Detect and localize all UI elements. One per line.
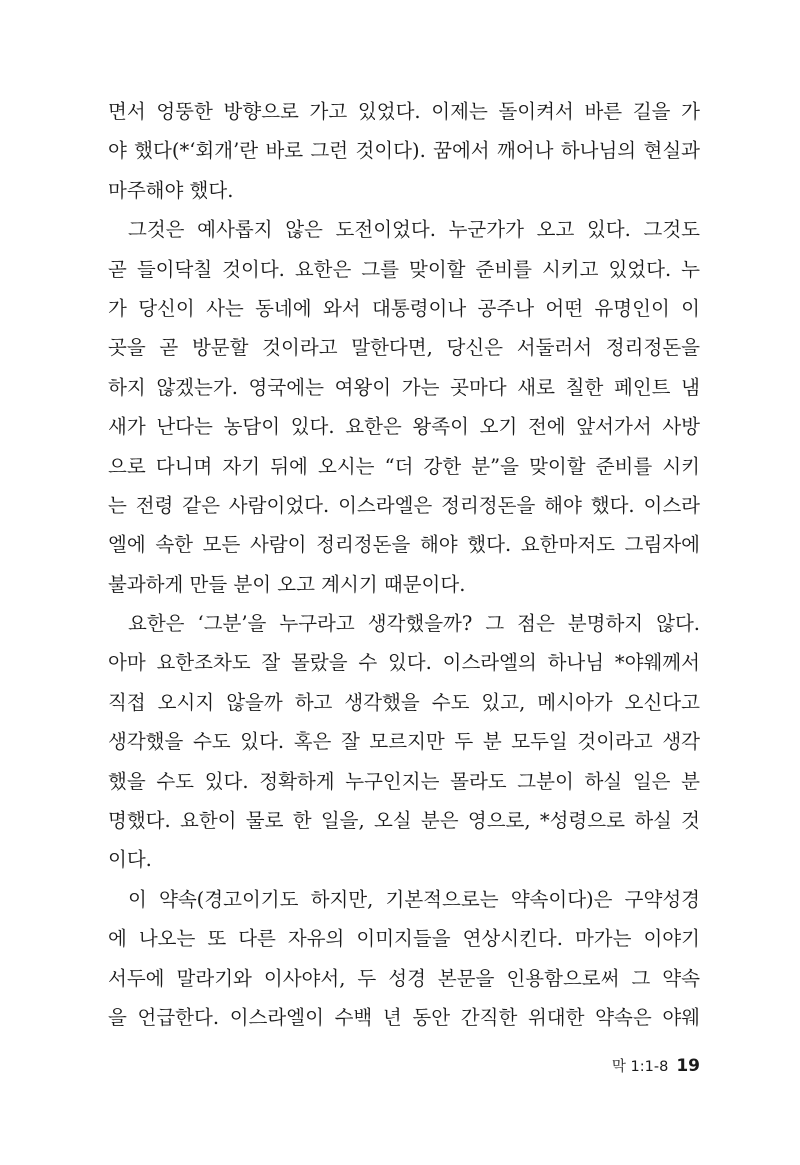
text-line: 직접 오시지 않을까 하고 생각했을 수도 있고, 메시아가 오신다고 [108,690,700,714]
text-line: 곧 들이닥칠 것이다. 요한은 그를 맞이할 준비를 시키고 있었다. 누 [108,257,700,281]
paragraph-4 [108,880,700,1038]
text-line: 가 당신이 사는 동네에 와서 대통령이나 공주나 어떤 유명인이 이 [108,296,700,320]
text-line: 불과하게 만들 분이 오고 계시기 때문이다. [108,572,466,596]
text-line: 는 전령 같은 사람이었다. 이스라엘은 정리정돈을 해야 했다. 이스라 [108,493,700,517]
paragraph-2 [108,210,700,604]
text-line: 했을 수도 있다. 정확하게 누구인지는 몰라도 그분이 하실 일은 분 [108,769,700,793]
text-line: 으로 다니며 자기 뒤에 오시는 “더 강한 분”을 맞이할 준비를 시키 [108,454,700,478]
body-text [108,92,700,1037]
text-line: 생각했을 수도 있다. 혹은 잘 모르지만 두 분 모두일 것이라고 생각 [108,730,700,754]
text-line: 에 나오는 또 다른 자유의 이미지들을 연상시킨다. 마가는 이야기 [108,927,700,951]
running-reference: 막 1:1-8 [611,1059,669,1075]
page-number: 19 [676,1056,700,1076]
text-line: 곳을 곧 방문할 것이라고 말한다면, 당신은 서둘러서 정리정돈을 [108,336,700,360]
page-footer [612,1055,700,1079]
text-line: 서두에 말라기와 이사야서, 두 성경 본문을 인용함으로써 그 약속 [108,966,700,990]
text-line: 이다. [108,848,152,872]
text-line: 아마 요한조차도 잘 몰랐을 수 있다. 이스라엘의 하나님 *야웨께서 [108,651,700,675]
paragraph-3 [108,604,700,880]
text-line: 엘에 속한 모든 사람이 정리정돈을 해야 했다. 요한마저도 그림자에 [108,533,700,557]
text-line: 새가 난다는 농담이 있다. 요한은 왕족이 오기 전에 앞서가서 사방 [108,415,700,439]
text-line: 면서 엉뚱한 방향으로 가고 있었다. 이제는 돌이켜서 바른 길을 가 [108,100,700,123]
text-line: 마주해야 했다. [108,178,234,202]
text-line: 그것은 예사롭지 않은 도전이었다. 누군가가 오고 있다. 그것도 [128,218,700,242]
paragraph-1 [108,92,700,210]
text-line: 야 했다(*‘회개’란 바로 그런 것이다). 꿈에서 깨어나 하나님의 현실과 [108,139,700,163]
text-line: 이 약속(경고이기도 하지만, 기본적으로는 약속이다)은 구약성경 [128,887,700,911]
text-line: 을 언급한다. 이스라엘이 수백 년 동안 간직한 위대한 약속은 야웨 [108,1005,700,1029]
text-line: 요한은 ‘그분’을 누구라고 생각했을까? 그 점은 분명하지 않다. [128,612,700,636]
text-line: 명했다. 요한이 물로 한 일을, 오실 분은 영으로, *성령으로 하실 것 [108,809,700,833]
text-line: 하지 않겠는가. 영국에는 여왕이 가는 곳마다 새로 칠한 페인트 냄 [108,375,700,399]
